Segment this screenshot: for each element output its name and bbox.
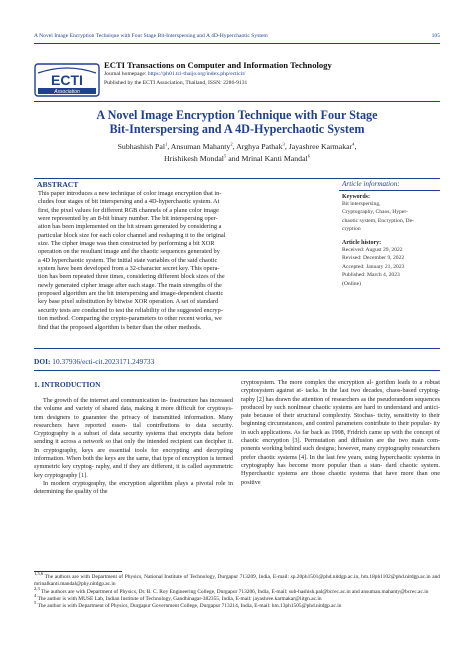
journal-publisher: Published by the ECTI Association, Thailand, ISSN: 2286-9131 bbox=[104, 80, 248, 86]
paper-title bbox=[34, 109, 440, 136]
running-header bbox=[34, 33, 440, 45]
paragraph: In modern cryptography, the encryption algorithm plays a pivotal role in determining the quality of the bbox=[34, 479, 233, 496]
keywords-label: Keywords: bbox=[342, 194, 370, 200]
text-line: Revised: December 9, 2022 bbox=[342, 255, 405, 262]
text-line: ation has been implemented on the bit stream generated by considering a bbox=[38, 223, 222, 231]
author-line: Subhashish Pal$^1$, Ansuman Mahanty$^2$, Arghya Pathak$^3$, Jayashree Karmakar$^4$, bbox=[117, 141, 357, 151]
footnote-rule bbox=[34, 571, 122, 572]
title-line: Bit-Interspersing and A 4D-Hyperchaotic System bbox=[109, 121, 365, 136]
author-name: Ansuman Mahanty bbox=[170, 142, 231, 151]
author-name: Hrishikesh Mondal bbox=[163, 153, 224, 163]
doi-label: DOI: bbox=[34, 357, 51, 366]
title-line: A Novel Image Encryption Technique with Four Stage bbox=[96, 108, 378, 122]
keywords-list bbox=[339, 200, 440, 234]
author-name: Jayashree Karmakar bbox=[288, 142, 353, 151]
homepage-label: Journal homepage: bbox=[104, 71, 148, 77]
svg-text:Association: Association bbox=[54, 89, 80, 95]
author-name: Subhashish Pal bbox=[117, 142, 166, 151]
svg-text:ECTI: ECTI bbox=[51, 72, 83, 88]
journal-name: ECTI Transactions on Computer and Information Technology bbox=[104, 60, 332, 70]
ecti-logo bbox=[34, 63, 100, 97]
article-info-heading: Article information: bbox=[342, 180, 400, 188]
text-line: size. The cipher image was then constructed by performing a bit XOR bbox=[38, 240, 215, 248]
text-line: Published: March 4, 2023 bbox=[342, 272, 400, 279]
footnote: $^5$ The author is with Department of Physics, Durgapur Government College, Durgapur 713214, India, E-mail: hm.13ph1505@phd.nitdgp.ac.in bbox=[34, 600, 342, 610]
text-line: operation on the resultant image and the chaotic sequences generated by bbox=[38, 248, 220, 256]
text-line: chaotic system, Encryption, De- bbox=[342, 217, 414, 224]
text-line: find that the proposed algorithm is better than the other methods. bbox=[38, 323, 202, 331]
author-name: Mrinal Kanti Mandal bbox=[241, 153, 308, 163]
abstract-text bbox=[38, 190, 333, 332]
text-line: Received: August 29, 2022 bbox=[342, 246, 403, 253]
text-line: first, the pixel values for different RGB channels of a plane color image bbox=[38, 206, 219, 214]
text-line: tion method. Comparing the crypto-parameters to other recent works, we bbox=[38, 315, 222, 323]
history-list bbox=[339, 246, 440, 289]
text-line: key base pixel substitution by bitwise XOR operation. A set of standard bbox=[38, 298, 219, 306]
text-line: proposed algorithm are the bit interspersing and image-dependent chaotic bbox=[38, 290, 224, 298]
text-line: particular block size for each color channel and reshaping it to the original bbox=[38, 231, 226, 239]
text-line: cryption bbox=[342, 226, 361, 233]
article-info-rule bbox=[339, 190, 440, 191]
text-line: Accepted: January 21, 2023 bbox=[342, 263, 405, 270]
right-column bbox=[241, 379, 440, 487]
running-title: A Novel Image Encryption Technique with Four Stage Bit-Interspersing and A 4D-Hyperchaotic System bbox=[34, 33, 268, 39]
journal-homepage-line bbox=[104, 70, 434, 79]
text-line: newly generated cipher image after each stage. The main strengths of the bbox=[38, 281, 222, 289]
text-line: Bit interspersing, bbox=[342, 201, 381, 207]
page-number: 105 bbox=[431, 33, 440, 39]
doi-rule bbox=[34, 370, 440, 371]
footnotes bbox=[34, 571, 440, 611]
doi-line bbox=[34, 357, 154, 366]
section-heading: 1. INTRODUCTION bbox=[34, 380, 101, 389]
history-label: Article history: bbox=[342, 239, 382, 246]
journal-header bbox=[104, 60, 434, 88]
text-line: system have been developed from a 32-character secret key. This opera- bbox=[38, 265, 220, 273]
abstract-block bbox=[34, 179, 333, 346]
text-line: (Online) bbox=[342, 281, 361, 287]
text-line: This paper introduces a new technique of color image encryption that in- bbox=[38, 190, 222, 197]
author-list bbox=[34, 141, 440, 164]
text-line: tion has been repeated three times, considering different block sizes of the bbox=[38, 273, 225, 281]
left-column bbox=[34, 397, 233, 497]
header-rule bbox=[34, 43, 440, 44]
abstract-heading: ABSTRACT bbox=[37, 180, 79, 189]
footnote: $^{1,5,6}$ The authors are with Department of Physics, National Institute of Technology, Durgapur 713209, India, E-mail: sp.20ph1501@phd.nitdgp.ac.in, hm.18ph1102@phd.nitdgp.ac.in and mrinalkanti.mandal@phy.nitdgp.ac.in bbox=[34, 571, 440, 588]
paragraph: The growth of the internet and communication in- frastructure has increased the volume and variety of shared data, making it more difficult for cryptosys- tem designers to guarantee the privacy of transmitted information. Many researchers have reported essen- tial contributions to data security. Cryptography is a subset of data security systems that encrypts data before sending it across a network so that only the intended recipient can decipher it. In cryptography, keys are essential tools for encrypting and decrypting information. When both the keys are the same, that type of encryption is termed symmetric key cryptog- raphy, and if they are different, it is called asymmetric key cryptography [1]. bbox=[34, 397, 233, 479]
homepage-link[interactable]: https://ph01.tci-thaijo.org/index.php/ecticit/ bbox=[147, 71, 246, 77]
text-line: Cryptography, Chaos, Hyper- bbox=[342, 209, 409, 216]
paragraph: cryptosystem. The more complex the encryption al- gorithm leads to a robust cryptosystem against at- tacks. In the last two decades, chaos-based cryptog- raphy [2] has drawn the attention of researchers as the pseudorandom sequences produced by such nonlinear chaotic systems are hard to understand and antici- pate because of their structural complexity. Stochas- ticity, sensitivity to their beginning circumstances, and control parameters contribute to their popular- ity in such applications. As far back as 1998, Fridrich came up with the concept of chaotic encryption [3]. Permutation and diffusion are the two main com- ponents working behind such designs; however, many cryptography researchers prefer chaotic systems [4]. In the last few years, using hyperchaotic systems in cryptography has become more popular than a stan- dard chaotic system. Hyperchaotic systems are those chaotic systems that have more than one positive bbox=[241, 379, 440, 486]
text-line: a 4D hyperchaotic system. The initial state variables of the said chaotic bbox=[38, 256, 218, 264]
footnote: $^4$ The author is with MUSE Lab, Indian Institute of Technology, Gandhinagar-382355, India, E-mail: jayashree.karmakar@iitgn.ac.in bbox=[34, 593, 322, 603]
text-line: security tests are conducted to test the reliability of the suggested encryp- bbox=[38, 306, 223, 314]
author-line: Hrishikesh Mondal$^5$ and Mrinal Kanti Mandal$^6$ bbox=[163, 152, 310, 163]
top-rule bbox=[34, 101, 440, 102]
doi-link[interactable]: 10.37936/ecti-cit.2023171.249733 bbox=[52, 357, 155, 366]
abstract-bottom-rule bbox=[34, 348, 440, 349]
author-name: Arghya Pathak bbox=[236, 142, 283, 151]
footnote: $^{2,3}$ The authors are with Department of Physics, Dr. B. C. Roy Engineering College, Durgapur 713206, India, E-mail: sub-hashish.pal@bcrec.ac.in and ansuman.mahanty@bcrec.ac.in bbox=[34, 585, 429, 595]
text-line: cludes four stages of bit interspersing and a 4D-hyperchaotic system. At bbox=[38, 198, 220, 206]
article-info bbox=[339, 179, 440, 346]
text-line: were represented by an 8-bit binary number. The bit interspersing oper- bbox=[38, 215, 218, 223]
